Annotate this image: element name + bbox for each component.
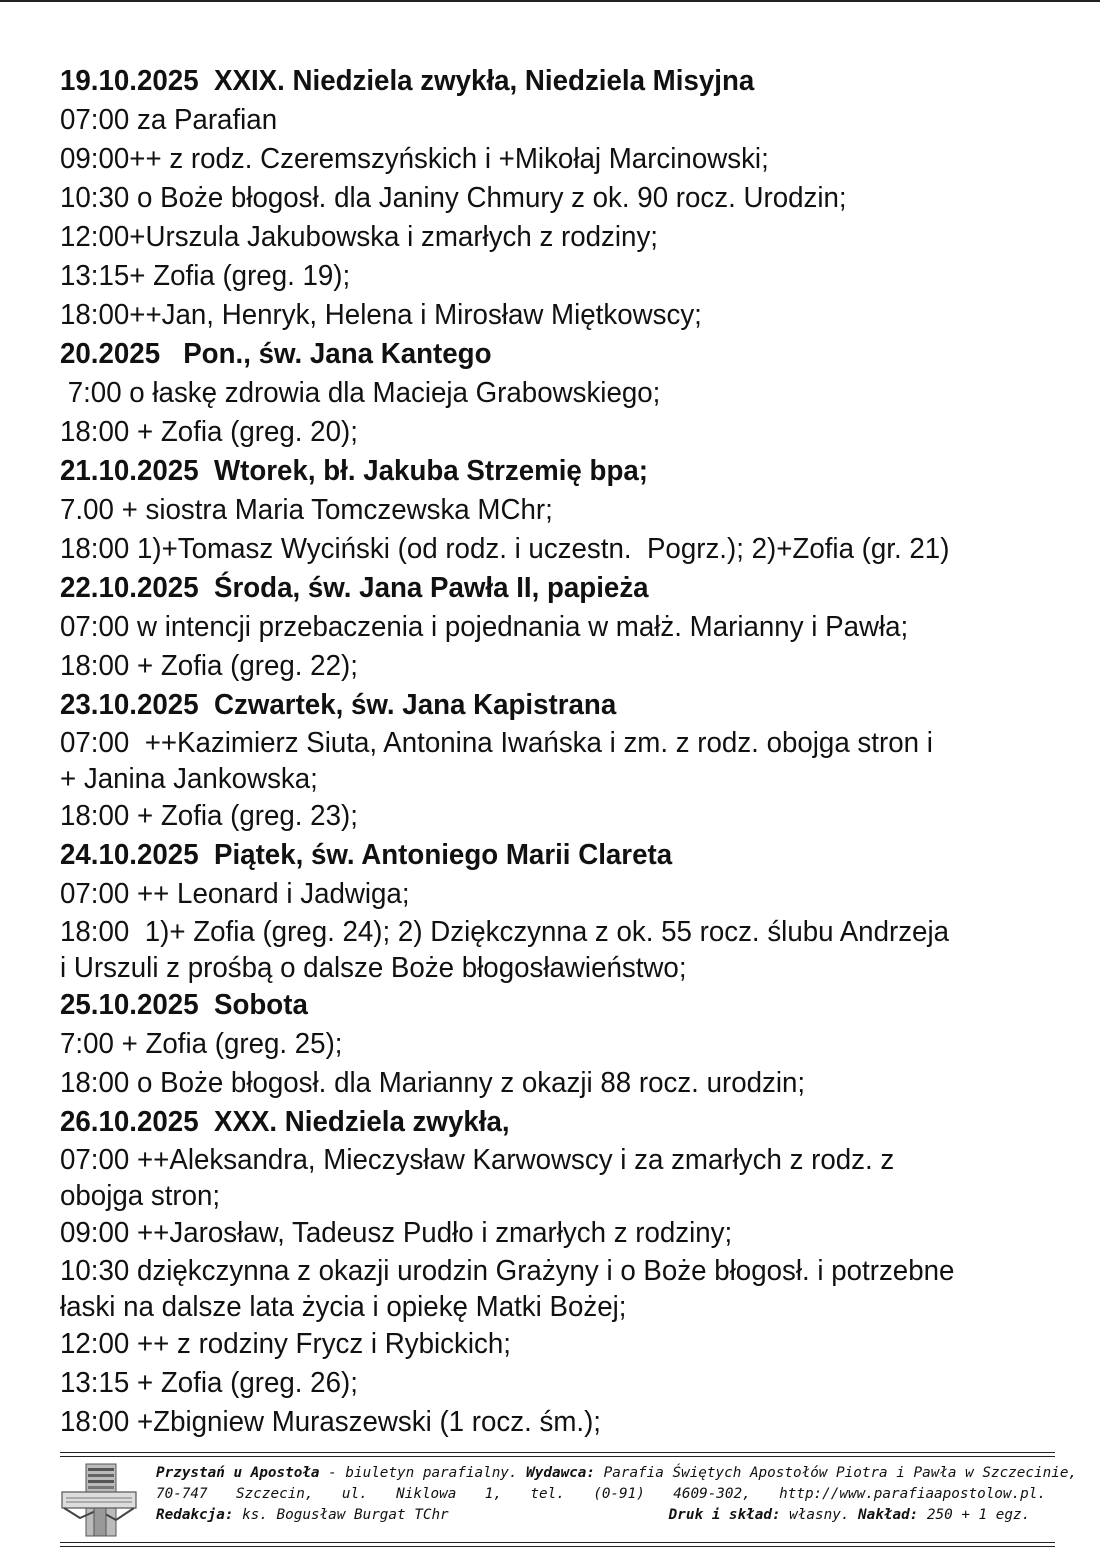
- intention-item: 18:00 + Zofia (greg. 20);: [60, 416, 358, 448]
- day-heading: 26.10.2025 XXX. Niedziela zwykła,: [60, 1106, 510, 1138]
- editor-name: ks. Bogusław Burgat TChr: [233, 1507, 449, 1523]
- bulletin-description: - biuletyn parafialny.: [319, 1465, 527, 1481]
- day-heading: 23.10.2025 Czwartek, św. Jana Kapistrana: [60, 689, 617, 721]
- address-part: tel.: [530, 1486, 565, 1502]
- intention-item: 18:00++Jan, Henryk, Helena i Mirosław Miętkowscy;: [60, 299, 702, 331]
- address-part: http://www.parafiaapostolow.pl.: [779, 1486, 1046, 1502]
- intention-item: 10:30 o Boże błogosł. dla Janiny Chmury z ok. 90 rocz. Urodzin;: [60, 182, 847, 214]
- intention-item-line: 18:00 1)+ Zofia (greg. 24); 2) Dziękczynna z ok. 55 rocz. ślubu Andrzeja: [60, 916, 950, 948]
- intention-item: 09:00++ z rodz. Czeremszyńskich i +Mikołaj Marcinowski;: [60, 143, 769, 175]
- print-value: własny.: [780, 1507, 859, 1523]
- day-heading: 19.10.2025 XXIX. Niedziela zwykła, Niedziela Misyjna: [60, 65, 755, 97]
- intention-item: 18:00 +Zbigniew Muraszewski (1 rocz. śm.);: [60, 1406, 602, 1438]
- footer-address-line: [156, 1484, 1046, 1505]
- top-border: [0, 0, 1100, 2]
- intention-item: 12:00 ++ z rodziny Frycz i Rybickich;: [60, 1328, 511, 1360]
- intention-item-line: obojga stron;: [60, 1180, 221, 1212]
- circulation-label: Nakład:: [858, 1507, 919, 1523]
- address-part: ul.: [341, 1486, 368, 1502]
- day-heading: 22.10.2025 Środa, św. Jana Pawła II, papieża: [60, 572, 649, 604]
- intention-item: 18:00 1)+Tomasz Wyciński (od rodz. i uczestn. Pogrz.); 2)+Zofia (gr. 21): [60, 533, 950, 565]
- intention-item: 13:15 + Zofia (greg. 26);: [60, 1367, 358, 1399]
- intention-item: [60, 725, 1044, 797]
- footer-rule: [60, 1456, 1055, 1457]
- publisher-label: Wydawca:: [526, 1465, 596, 1481]
- editor-label: Redakcja:: [156, 1507, 234, 1523]
- address-part: (0-91): [593, 1486, 645, 1502]
- intention-item: [60, 914, 1044, 986]
- bulletin-title: Przystań u Apostoła: [156, 1465, 320, 1481]
- mass-intentions-schedule: [60, 62, 1090, 1442]
- day-heading: 24.10.2025 Piątek, św. Antoniego Marii Clareta: [60, 839, 673, 871]
- day-heading: 21.10.2025 Wtorek, bł. Jakuba Strzemię bpa;: [60, 455, 648, 487]
- intention-item-line: 10:30 dziękczynna z okazji urodzin Grażyny i o Boże błogosł. i potrzebne: [60, 1255, 955, 1287]
- address-part: Szczecin,: [236, 1486, 314, 1502]
- footer-rule: [60, 1542, 1055, 1543]
- intention-item: 18:00 + Zofia (greg. 22);: [60, 650, 358, 682]
- intention-item-line: + Janina Jankowska;: [60, 763, 318, 795]
- parish-logo-icon: [60, 1462, 138, 1538]
- circulation-value: 250 + 1 egz.: [918, 1507, 1031, 1523]
- intention-item: 18:00 o Boże błogosł. dla Marianny z okazji 88 rocz. urodzin;: [60, 1067, 806, 1099]
- bulletin-footer: [60, 1440, 1078, 1550]
- footer-rule: [60, 1452, 1055, 1453]
- intention-item: 7:00 o łaskę zdrowia dla Macieja Grabowskiego;: [60, 377, 661, 409]
- intention-item: 13:15+ Zofia (greg. 19);: [60, 260, 351, 292]
- intention-item-line: 07:00 ++Kazimierz Siuta, Antonina Iwańska i zm. z rodz. obojga stron i: [60, 727, 933, 759]
- intention-item: 18:00 + Zofia (greg. 23);: [60, 800, 358, 832]
- intention-item-line: łaski na dalsze lata życia i opiekę Matki Bożej;: [60, 1291, 627, 1323]
- footer-text: [156, 1463, 1078, 1526]
- intention-item: 07:00 za Parafian: [60, 104, 278, 136]
- address-part: Niklowa: [396, 1486, 457, 1502]
- intention-item: [60, 1253, 1044, 1325]
- footer-editor-line: [156, 1505, 1046, 1526]
- intention-item-line: 07:00 ++Aleksandra, Mieczysław Karwowscy i za zmarłych z rodz. z: [60, 1144, 895, 1176]
- address-part: 70-747: [156, 1486, 208, 1502]
- footer-rule: [60, 1546, 1055, 1547]
- day-heading: 25.10.2025 Sobota: [60, 989, 308, 1021]
- address-part: 4609-302,: [673, 1486, 751, 1502]
- intention-item: 7:00 + Zofia (greg. 25);: [60, 1028, 343, 1060]
- address-part: 1,: [484, 1486, 502, 1502]
- intention-item: 7.00 + siostra Maria Tomczewska MChr;: [60, 494, 553, 526]
- intention-item: 09:00 ++Jarosław, Tadeusz Pudło i zmarłych z rodziny;: [60, 1217, 733, 1249]
- footer-publisher-line: [156, 1463, 1078, 1484]
- intention-item: [60, 1142, 1044, 1214]
- print-label: Druk i skład:: [668, 1507, 781, 1523]
- publisher-name: Parafia Świętych Apostołów Piotra i Pawła w Szczecinie,: [595, 1465, 1078, 1481]
- intention-item: 12:00+Urszula Jakubowska i zmarłych z rodziny;: [60, 221, 659, 253]
- day-heading: 20.2025 Pon., św. Jana Kantego: [60, 338, 492, 370]
- intention-item: 07:00 ++ Leonard i Jadwiga;: [60, 878, 410, 910]
- intention-item: 07:00 w intencji przebaczenia i pojednania w małż. Marianny i Pawła;: [60, 611, 909, 643]
- intention-item-line: i Urszuli z prośbą o dalsze Boże błogosławieństwo;: [60, 952, 687, 984]
